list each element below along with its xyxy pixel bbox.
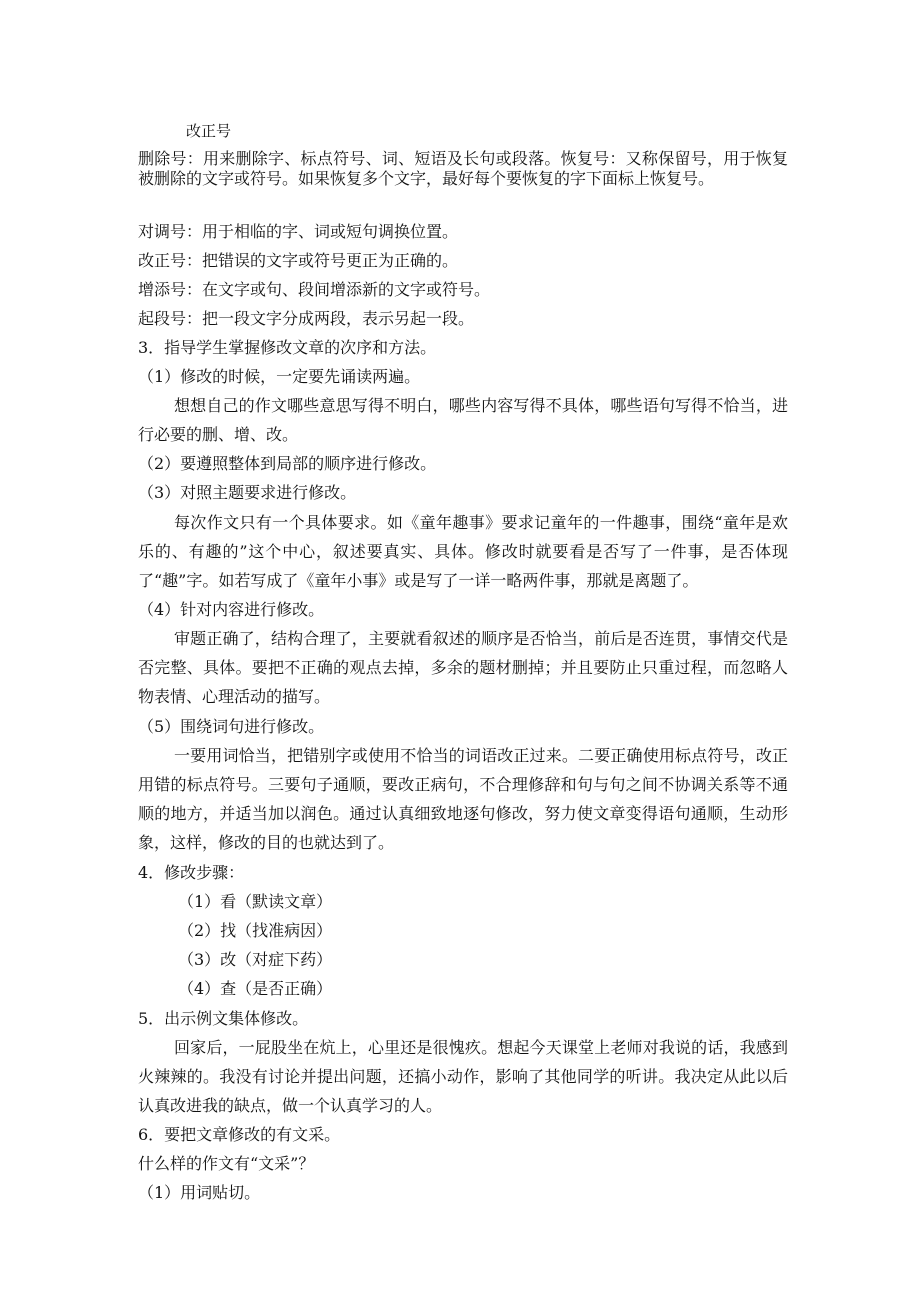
sample-text-paragraph: 回家后，一屁股坐在炕上，心里还是很愧疚。想起今天课堂上老师对我说的话，我感到火辣辣的。我没有讨论并提出问题，还搞小动作，影响了其他同学的听讲。我决定从此以后认真改进我的缺点，做一个认真学习的人。 — [138, 1038, 788, 1115]
item-3-heading: （3）对照主题要求进行修改。 — [138, 483, 357, 502]
item-5-paragraph: 一要用词恰当，把错别字或使用不恰当的词语改正过来。二要正确使用标点符号，改正用错的标点符号。三要句子通顺，要改正病句，不合理修辞和句与句之间不协调关系等不通顺的地方，并适当加以润色。通过认真细致地逐句修改，努力使文章变得语句通顺，生动形象，这样，修改的目的也就达到了。 — [138, 746, 788, 852]
item-2-heading: （2）要遵照整体到局部的顺序进行修改。 — [138, 454, 437, 473]
step-3: （3）改（对症下药） — [178, 950, 333, 969]
deletion-restore-paragraph: 删除号：用来删除字、标点符号、词、短语及长句或段落。恢复号：又称保留号，用于恢复被删除的文字或符号。如果恢复多个文字，最好每个要恢复的字下面标上恢复号。 — [138, 149, 788, 188]
section-6-heading: 6．要把文章修改的有文采。 — [138, 1125, 341, 1144]
item-1-heading: （1）修改的时候，一定要先诵读两遍。 — [138, 367, 421, 386]
correction-mark-line: 改正号：把错误的文字或符号更正为正确的。 — [138, 251, 459, 270]
item-5-heading: （5）围绕词句进行修改。 — [138, 717, 325, 736]
swap-mark-line: 对调号：用于相临的字、词或短句调换位置。 — [138, 222, 459, 241]
item-3-paragraph: 每次作文只有一个具体要求。如《童年趣事》要求记童年的一件趣事，围绕“童年是欢乐的、有趣的”这个中心，叙述要真实、具体。修改时就要看是否写了一件事，是否体现了“趣”字。如若写成了《童年小事》或是写了一详一略两件事，那就是离题了。 — [138, 513, 788, 590]
section-3-heading: 3．指导学生掌握修改文章的次序和方法。 — [138, 338, 437, 357]
section-4-heading: 4．修改步骤： — [138, 863, 245, 882]
item-4-heading: （4）针对内容进行修改。 — [138, 600, 325, 619]
question-line: 什么样的作文有“文采”？ — [138, 1154, 315, 1173]
item-6-1-heading: （1）用词贴切。 — [138, 1183, 261, 1202]
step-1: （1）看（默读文章） — [178, 892, 333, 911]
paragraph-mark-line: 起段号：把一段文字分成两段，表示另起一段。 — [138, 309, 475, 328]
item-4-paragraph: 审题正确了，结构合理了，主要就看叙述的顺序是否恰当，前后是否连贯，事情交代是否完整、具体。要把不正确的观点去掉，多余的题材删掉；并且要防止只重过程，而忽略人物表情、心理活动的描写。 — [138, 629, 788, 706]
step-4: （4）查（是否正确） — [178, 979, 333, 998]
step-2: （2）找（找准病因） — [178, 921, 333, 940]
insertion-mark-line: 增添号：在文字或句、段间增添新的文字或符号。 — [138, 280, 491, 299]
section-5-heading: 5．出示例文集体修改。 — [138, 1009, 309, 1028]
top-heading: 改正号 — [186, 122, 232, 140]
item-1-paragraph: 想想自己的作文哪些意思写得不明白，哪些内容写得不具体，哪些语句写得不恰当，进行必要的删、增、改。 — [138, 396, 788, 444]
